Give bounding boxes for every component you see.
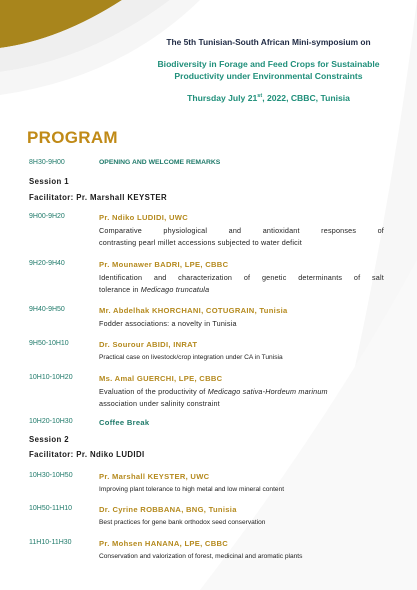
session-2-facilitator: Facilitator: Pr. Ndiko LUDIDI bbox=[29, 450, 145, 459]
talk-time: 10H10-10H20 bbox=[29, 374, 73, 381]
date-rest: , 2022, CBBC, Tunisia bbox=[262, 93, 350, 103]
symposium-theme bbox=[120, 58, 417, 82]
program-heading: PROGRAM bbox=[27, 128, 118, 147]
theme-line-1: Biodiversity in Forage and Feed Crops for Sustainable bbox=[157, 59, 380, 69]
coffee-time: 10H20-10H30 bbox=[29, 418, 73, 425]
title-text: Evaluation of the productivity of bbox=[99, 387, 208, 396]
talk-speaker: Dr. Cyrine ROBBANA, BNG, Tunisia bbox=[99, 505, 237, 514]
theme-line-2: Productivity under Environmental Constraints bbox=[174, 71, 363, 81]
session-1-title: Session 1 bbox=[29, 177, 70, 186]
talk-time: 10H50-11H10 bbox=[29, 505, 73, 512]
opening-time: 8H30-9H00 bbox=[29, 159, 65, 166]
talk-title-line: Best practices for gene bank orthodox seed conservation bbox=[99, 519, 266, 526]
talk-speaker: Pr. Mohsen HANANA, LPE, CBBC bbox=[99, 539, 229, 548]
talk-speaker: Dr. Sourour ABIDI, INRAT bbox=[99, 340, 198, 349]
talk-time: 9H50-10H10 bbox=[29, 340, 69, 347]
talk-title-line bbox=[99, 284, 384, 296]
talk-speaker: Pr. Marshall KEYSTER, UWC bbox=[99, 472, 210, 481]
talk-time: 10H30-10H50 bbox=[29, 472, 73, 479]
talk-title-line: Fodder associations: a novelty in Tunisia bbox=[99, 319, 237, 328]
symposium-title: The 5th Tunisian-South African Mini-symposium on bbox=[166, 37, 371, 47]
date-suffix: st bbox=[257, 93, 263, 100]
talk-title-line bbox=[99, 386, 384, 398]
opening-label: OPENING AND WELCOME REMARKS bbox=[99, 159, 221, 166]
species-name: Medicago sativa-Hordeum marinum bbox=[207, 387, 328, 396]
talk-time: 11H10-11H30 bbox=[29, 539, 72, 546]
talk-title-line: Conservation and valorization of forest, medicinal and aromatic plants bbox=[99, 553, 303, 560]
species-name: Medicago truncatula bbox=[140, 285, 210, 294]
talk-title-line: Comparative physiological and antioxidant responses of bbox=[99, 226, 384, 235]
talk-speaker: Pr. Mounawer BADRI, LPE, CBBC bbox=[99, 260, 229, 269]
session-2-title: Session 2 bbox=[29, 435, 70, 444]
talk-time: 9H40-9H50 bbox=[29, 306, 65, 313]
date-main: Thursday July 21 bbox=[187, 93, 258, 103]
talk-title-line: Practical case on livestock/crop integration under CA in Tunisia bbox=[99, 354, 283, 361]
talk-title-line: Identification and characterization of genetic determinants of salt bbox=[99, 273, 384, 282]
talk-time: 9H20-9H40 bbox=[29, 260, 65, 267]
talk-title-line: association under salinity constraint bbox=[99, 399, 220, 408]
talk-speaker: Mr. Abdelhak KHORCHANI, COTUGRAIN, Tunisia bbox=[99, 306, 288, 315]
talk-speaker: Ms. Amal GUERCHI, LPE, CBBC bbox=[99, 374, 223, 383]
coffee-label: Coffee Break bbox=[99, 418, 150, 427]
title-text: tolerance in bbox=[99, 285, 141, 294]
talk-speaker: Pr. Ndiko LUDIDI, UWC bbox=[99, 213, 188, 222]
talk-title-line: Improving plant tolerance to high metal and low mineral content bbox=[99, 486, 285, 493]
talk-title-line: contrasting pearl millet accessions subjected to water deficit bbox=[99, 238, 302, 247]
talk-time: 9H00-9H20 bbox=[29, 213, 65, 220]
event-date bbox=[120, 93, 417, 103]
session-1-facilitator: Facilitator: Pr. Marshall KEYSTER bbox=[29, 193, 167, 202]
